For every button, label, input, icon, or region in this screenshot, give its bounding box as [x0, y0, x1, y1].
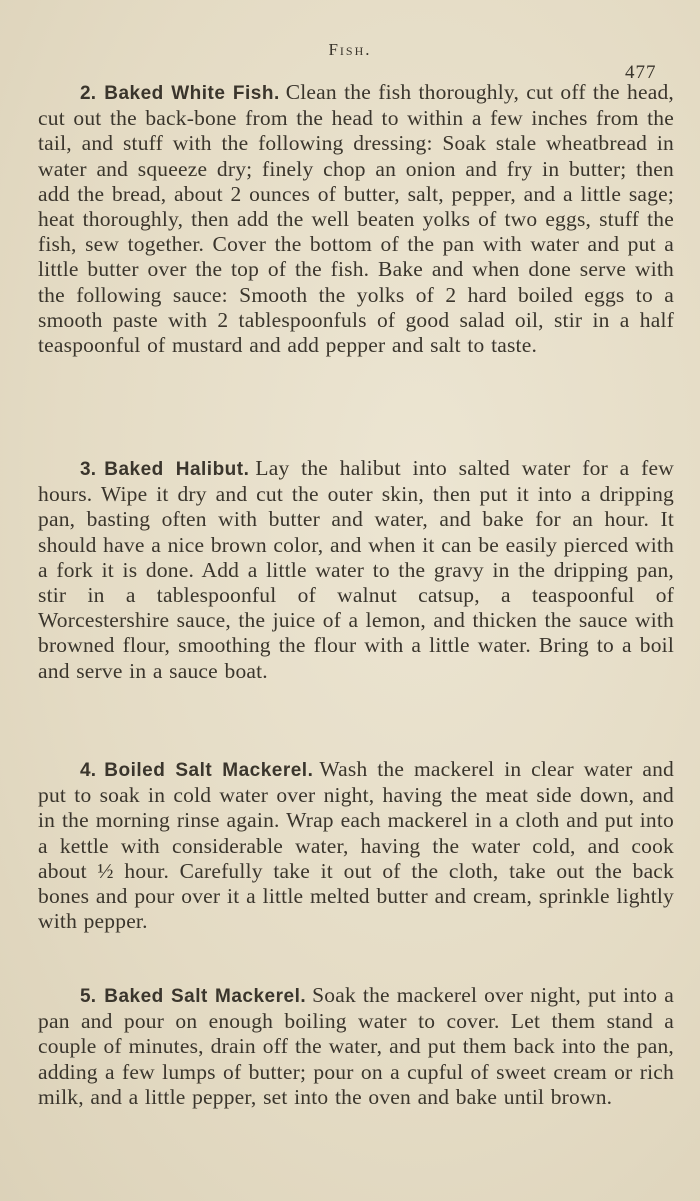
recipe-title: Boiled Salt Mackerel.	[104, 760, 314, 781]
recipe-paragraph	[38, 757, 674, 934]
recipe-body: Clean the fish thoroughly, cut off the head, cut out the back-bone from the head to within a few inches from the tail, and stuff with the following dressing: Soak stale wheatbread in water and squeeze dry; finely chop an onion and fry in butter; then add the bread, about 2 ounces of butter, salt, pepper, and a little sage; heat thoroughly, then add the well beaten yolks of two eggs, stuff the fish, sew together. Cover the bottom of the pan with water and put a little butter over the top of the fish. Bake and when done serve with the following sauce: Smooth the yolks of 2 hard boiled eggs to a smooth paste with 2 tablespoonfuls of good salad oil, stir in a half teaspoonful of mustard and add pepper and salt to taste.	[38, 80, 674, 358]
recipe-title: Baked White Fish.	[104, 83, 280, 104]
page-number: 477	[625, 62, 657, 83]
recipe-body: Soak the mackerel over night, put into a pan and pour on enough boiling water to cover. Let them stand a couple of minutes, drain off the water, and put them back into the pan, adding a few lumps of butter; pour on a cupful of sweet cream or rich milk, and a little pepper, set into the oven and bake until brown.	[38, 983, 674, 1109]
recipe-number: 5.	[80, 986, 97, 1007]
recipe-number: 4.	[80, 760, 97, 781]
recipe-body: Wash the mackerel in clear water and put to soak in cold water over night, having the meat side down, and in the morning rinse again. Wrap each mackerel in a cloth and put into a kettle with considerable water, having the water cold, and cook about ½ hour. Carefully take it out of the cloth, take out the back bones and pour over it a little melted butter and cream, sprinkle lightly with pepper.	[38, 757, 675, 934]
recipe-paragraph	[38, 983, 674, 1110]
recipe-number: 3.	[80, 459, 97, 480]
recipe-paragraph	[38, 80, 674, 358]
recipe-number: 2.	[80, 83, 97, 104]
recipe-title: Baked Salt Mackerel.	[104, 986, 307, 1007]
running-header: Fish.	[328, 40, 372, 59]
recipe-body: Lay the halibut into salted water for a few hours. Wipe it dry and cut the outer skin, then put it into a dripping pan, basting often with butter and water, and bake for an hour. It should have a nice brown color, and when it can be easily pierced with a fork it is done. Add a little water to the gravy in the dripping pan, stir in a tablespoonful of walnut catsup, a teaspoonful of Worcestershire sauce, the juice of a lemon, and thicken the sauce with browned flour, smoothing the flour with a little water. Bring to a boil and serve in a sauce boat.	[38, 456, 674, 683]
recipe-paragraph	[38, 456, 674, 684]
recipe-title: Baked Halibut.	[104, 459, 250, 480]
